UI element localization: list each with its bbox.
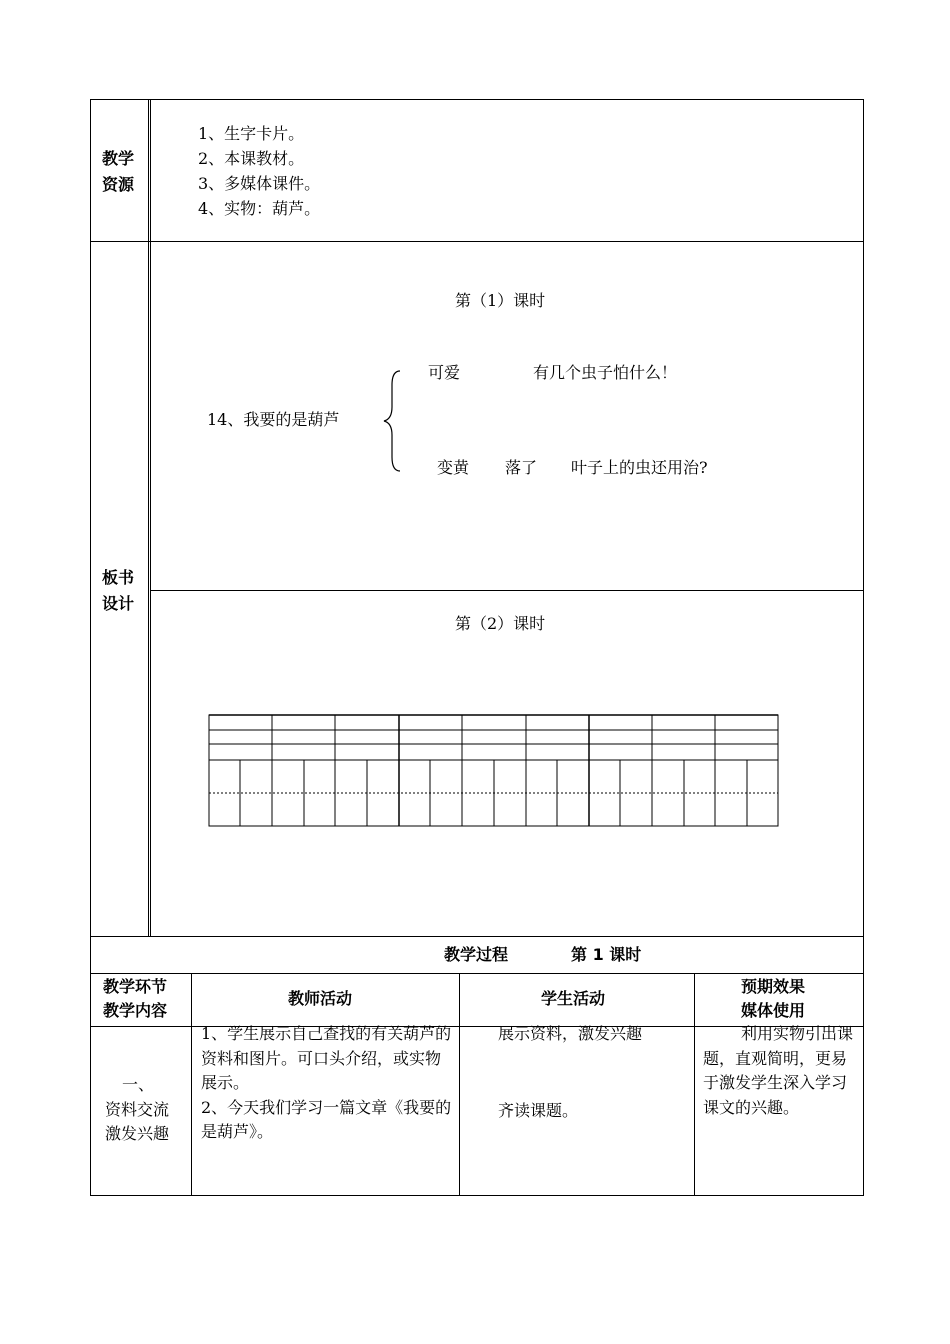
process-col-divider-3 (694, 973, 695, 1196)
header-step-line1: 教学环节 (103, 977, 168, 996)
curly-brace-icon (378, 367, 408, 477)
label-column-divider (148, 99, 149, 936)
lesson1-bottom-right: 叶子上的虫还用治? (571, 458, 708, 477)
board-label-2: 设计 (102, 594, 135, 613)
lesson2-heading: 第（2）课时 (455, 614, 546, 633)
step-number: 一、 (122, 1075, 155, 1094)
header-effect-line2: 媒体使用 (741, 1001, 806, 1020)
student-activity-2: 齐读课题。 (498, 1101, 579, 1120)
lesson1-top-right: 有几个虫子怕什么！ (533, 363, 678, 382)
lesson1-title: 14、我要的是葫芦 (207, 410, 340, 429)
expected-effect: 利用实物引出课题，直观简明，更易于激发学生深入学习课文的兴趣。 (703, 1024, 854, 1117)
row-divider-process-title (90, 973, 864, 974)
header-effect-line1: 预期效果 (741, 977, 806, 996)
step-name-2: 激发兴趣 (105, 1124, 170, 1143)
process-period: 第 1 课时 (571, 945, 642, 964)
table-border-bottom (90, 1195, 864, 1196)
process-col-divider-1 (191, 973, 192, 1196)
header-teacher: 教师活动 (288, 989, 353, 1008)
writing-practice-grid (208, 713, 780, 829)
resource-item: 4、实物：葫芦。 (198, 199, 321, 218)
teacher-activity: 1、学生展示自己查找的有关葫芦的资料和图片。可口头介绍，或实物展示。 2、今天我们学习一篇文章《我要的是葫芦》。 (201, 1024, 452, 1141)
lesson1-bottom-left-1: 变黄 (437, 458, 470, 477)
header-step-line2: 教学内容 (103, 1001, 168, 1020)
resource-item: 1、生字卡片。 (198, 124, 305, 143)
lesson1-top-left: 可爱 (428, 363, 461, 382)
lesson1-bottom-left-2: 落了 (505, 458, 538, 477)
label-column-divider-2 (150, 99, 151, 936)
table-border-top (90, 99, 864, 100)
student-activity-1: 展示资料，激发兴趣 (498, 1024, 643, 1043)
process-col-divider-2 (459, 973, 460, 1196)
table-border-left (90, 99, 91, 1196)
table-border-right (863, 99, 864, 1196)
resources-label-2: 资源 (102, 175, 135, 194)
lesson1-heading: 第（1）课时 (455, 291, 546, 310)
step-name-1: 资料交流 (105, 1100, 170, 1119)
board-label-1: 板书 (102, 568, 135, 587)
resources-label-1: 教学 (102, 149, 135, 168)
row-divider-lesson (150, 590, 864, 591)
row-divider-board (90, 936, 864, 937)
process-title: 教学过程 (444, 945, 509, 964)
header-student: 学生活动 (541, 989, 606, 1008)
resource-item: 3、多媒体课件。 (198, 174, 321, 193)
resource-item: 2、本课教材。 (198, 149, 305, 168)
row-divider-resources (90, 241, 864, 242)
